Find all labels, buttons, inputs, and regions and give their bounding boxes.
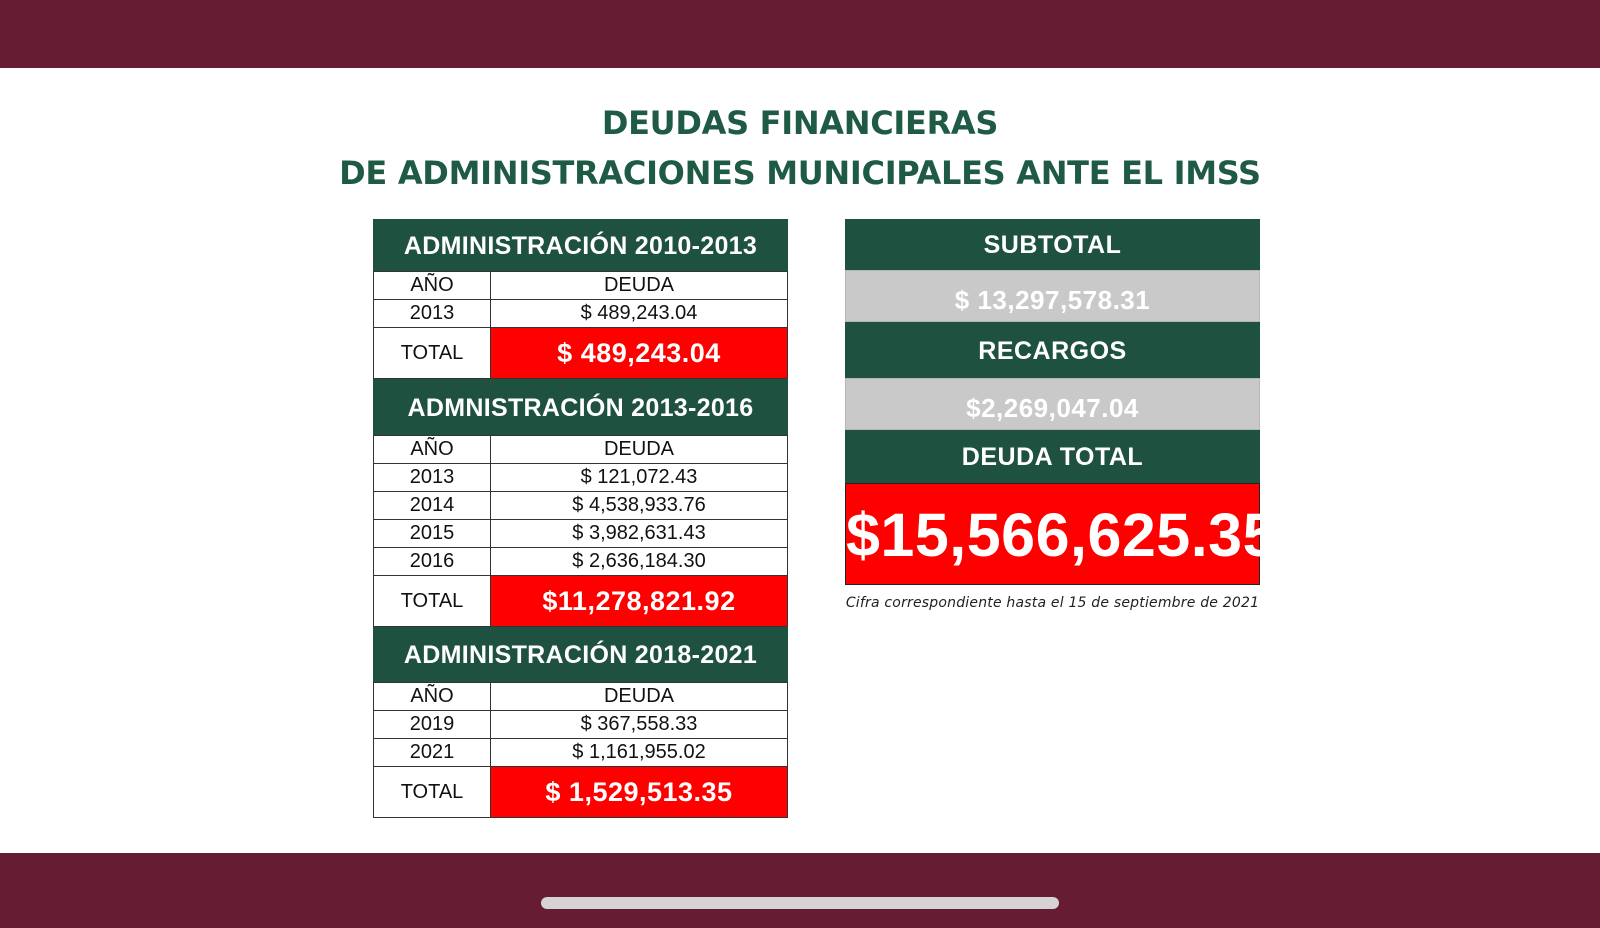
total-label: TOTAL xyxy=(374,576,491,627)
table-header-row xyxy=(374,436,788,464)
col-debt-header: DEUDA xyxy=(491,272,788,300)
recargos-label: RECARGOS xyxy=(845,322,1260,378)
row-debt: $ 4,538,933.76 xyxy=(491,492,788,520)
bottom-band xyxy=(0,853,1600,928)
recargos-value: $2,269,047.04 xyxy=(845,378,1260,430)
col-debt-header: DEUDA xyxy=(491,436,788,464)
admin-table-2010-2013 xyxy=(373,271,788,379)
table-row xyxy=(374,548,788,576)
summary-panel xyxy=(845,219,1278,611)
row-year: 2013 xyxy=(374,464,491,492)
top-band xyxy=(0,0,1600,68)
admin-header-2013-2016: ADMNISTRACIÓN 2013-2016 xyxy=(373,379,788,435)
col-year-header: AÑO xyxy=(374,436,491,464)
total-row xyxy=(374,328,788,379)
row-year: 2013 xyxy=(374,300,491,328)
table-row xyxy=(374,492,788,520)
total-row xyxy=(374,767,788,818)
table-row xyxy=(374,464,788,492)
footnote: Cifra correspondiente hasta el 15 de septiembre de 2021 xyxy=(845,595,1260,611)
subtotal-value: $ 13,297,578.31 xyxy=(845,270,1260,322)
row-debt: $ 1,161,955.02 xyxy=(491,739,788,767)
row-year: 2016 xyxy=(374,548,491,576)
admin-table-2018-2021 xyxy=(373,682,788,818)
total-label: TOTAL xyxy=(374,767,491,818)
row-year: 2019 xyxy=(374,711,491,739)
col-year-header: AÑO xyxy=(374,683,491,711)
row-debt: $ 3,982,631.43 xyxy=(491,520,788,548)
table-row xyxy=(374,739,788,767)
col-year-header: AÑO xyxy=(374,272,491,300)
home-indicator[interactable] xyxy=(541,897,1059,909)
table-row xyxy=(374,520,788,548)
row-debt: $ 2,636,184.30 xyxy=(491,548,788,576)
total-label: TOTAL xyxy=(374,328,491,379)
total-value: $ 1,529,513.35 xyxy=(491,767,788,818)
col-debt-header: DEUDA xyxy=(491,683,788,711)
table-row xyxy=(374,711,788,739)
deuda-total-value: $15,566,625.35 xyxy=(845,483,1260,585)
title-line-2: DE ADMINISTRACIONES MUNICIPALES ANTE EL IMSS xyxy=(339,154,1261,192)
table-header-row xyxy=(374,683,788,711)
row-year: 2014 xyxy=(374,492,491,520)
title-line-1: DEUDAS FINANCIERAS xyxy=(601,104,999,142)
admin-header-2010-2013: ADMINISTRACIÓN 2010-2013 xyxy=(373,219,788,271)
row-year: 2021 xyxy=(374,739,491,767)
admin-table-2013-2016 xyxy=(373,435,788,627)
row-debt: $ 489,243.04 xyxy=(491,300,788,328)
total-row xyxy=(374,576,788,627)
row-debt: $ 367,558.33 xyxy=(491,711,788,739)
deuda-total-label: DEUDA TOTAL xyxy=(845,430,1260,483)
subtotal-label: SUBTOTAL xyxy=(845,219,1260,270)
table-header-row xyxy=(374,272,788,300)
row-debt: $ 121,072.43 xyxy=(491,464,788,492)
total-value: $ 489,243.04 xyxy=(491,328,788,379)
admin-tables xyxy=(373,219,788,818)
total-value: $11,278,821.92 xyxy=(491,576,788,627)
table-row xyxy=(374,300,788,328)
admin-header-2018-2021: ADMINISTRACIÓN 2018-2021 xyxy=(373,627,788,682)
page-title xyxy=(0,98,1600,198)
row-year: 2015 xyxy=(374,520,491,548)
